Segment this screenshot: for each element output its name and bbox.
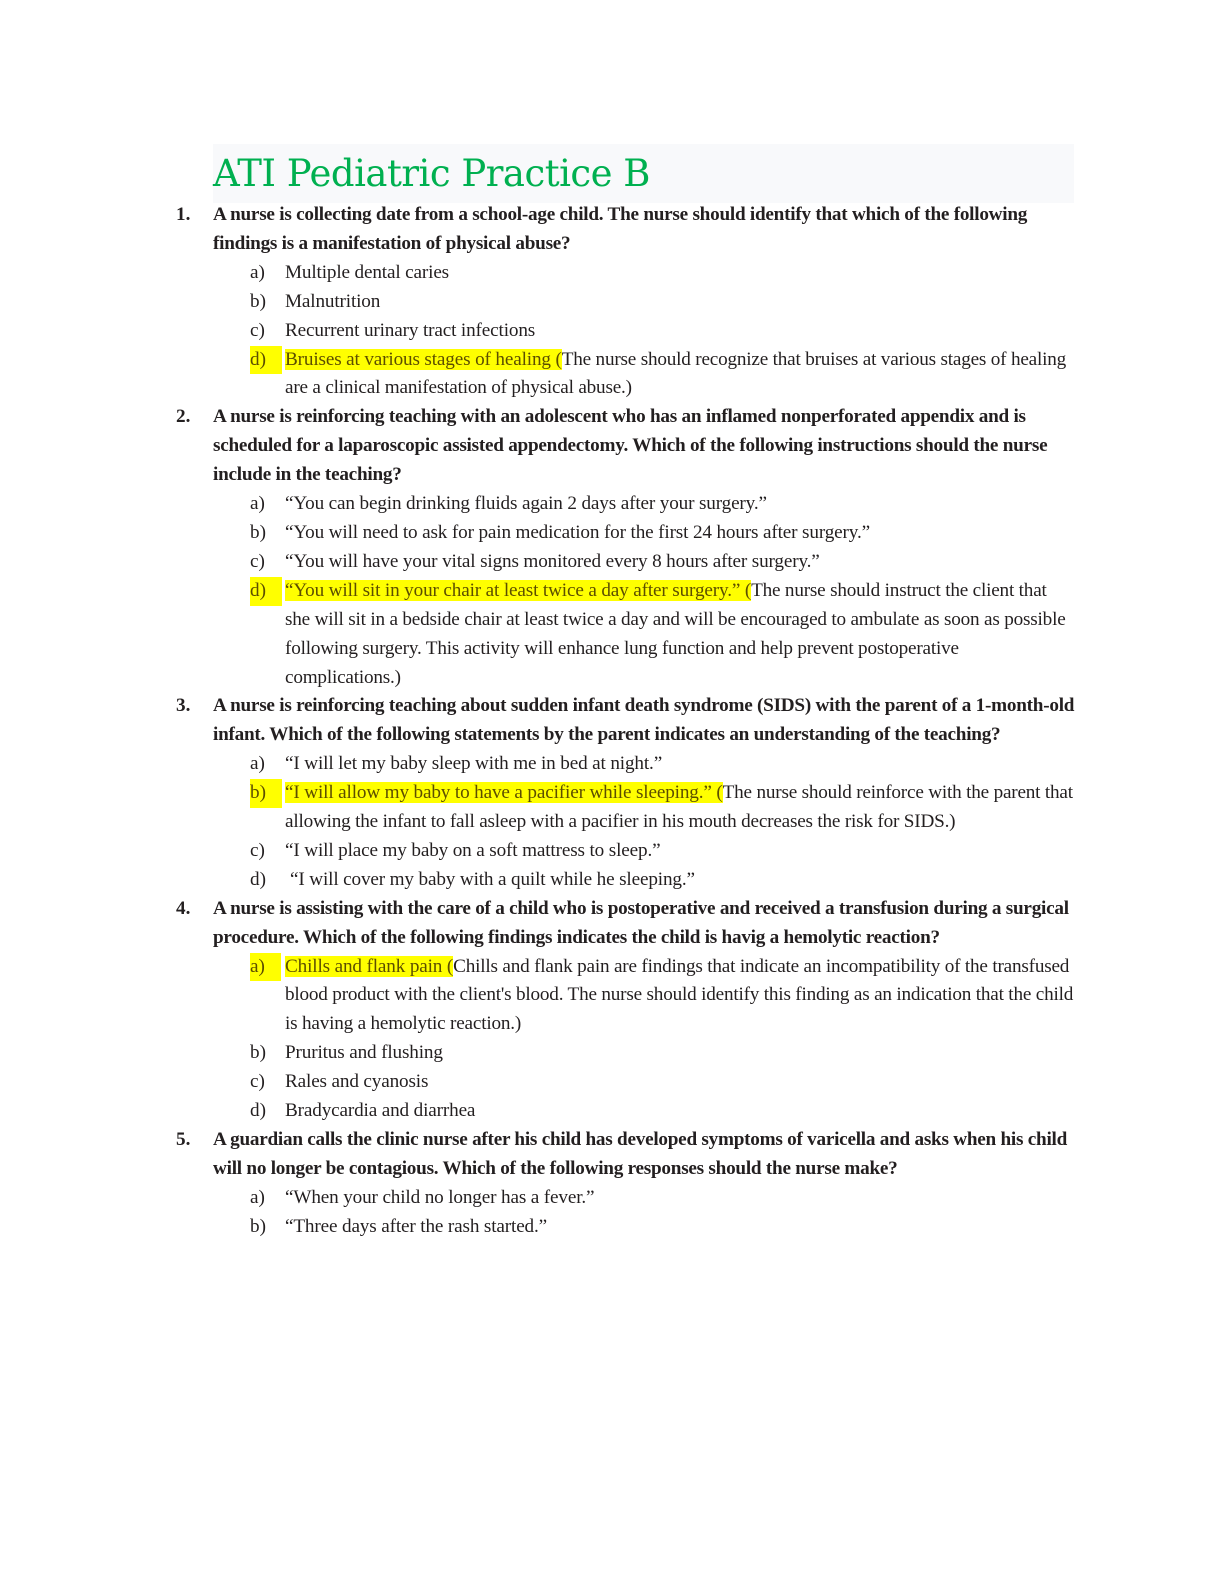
answer-option-a [213,490,1076,519]
option-letter: c) [250,839,265,861]
option-letter: b) [250,1215,266,1237]
answer-option-a [213,259,1076,288]
question-text: A nurse is reinforcing teaching about sudden infant death syndrome (SIDS) with the parent of a 1-month-old infant. Which of the following statements by the parent indicates an understanding of the teaching? [213,695,1075,746]
answer-rationale: The nurse should reinforce with the parent that allowing the infant to fall asleep with a pacifier in his mouth decreases the risk for SIDS.) [285,782,1073,833]
question-text: A guardian calls the clinic nurse after his child has developed symptoms of varicella and asks when his child will no longer be contagious. Which of the following responses should the nurse make? [213,1129,1068,1179]
answer-option-b [213,288,1076,317]
question-4 [176,895,1076,1126]
answer-options [213,490,1076,692]
option-text: “I will place my baby on a soft mattress to sleep.” [285,839,661,861]
option-text: Malnutrition [285,290,381,312]
correct-answer-highlight: Bruises at various stages of healing ( [285,348,562,370]
question-5 [176,1126,1076,1242]
answer-options [213,750,1076,895]
option-text: Bradycardia and diarrhea [285,1100,476,1122]
question-number: 2. [176,406,191,428]
answer-option-b [213,1039,1076,1068]
correct-answer-highlight: “You will sit in your chair at least twice a day after surgery.” ( [285,579,752,601]
question-3 [176,692,1076,894]
answer-option-b [213,519,1076,548]
option-letter: c) [250,319,265,341]
option-letter: a) [250,753,265,775]
answer-options [213,259,1076,404]
option-letter: c) [250,550,265,572]
option-letter-highlighted: a) [250,953,281,982]
correct-answer-highlight: “I will allow my baby to have a pacifier while sleeping.” ( [285,782,723,804]
answer-option-c [213,837,1076,866]
question-number: 3. [176,695,191,717]
answer-option-c [213,548,1076,577]
answer-option-a [213,750,1076,779]
option-letter: a) [250,1186,265,1208]
option-letter-highlighted: d) [250,577,282,606]
option-letter: d) [250,868,266,890]
option-text: “You can begin drinking fluids again 2 days after your surgery.” [285,493,767,515]
answer-option-b-correct [213,779,1076,837]
question-2 [176,403,1076,692]
question-number: 5. [176,1129,191,1150]
option-letter: b) [250,290,266,312]
answer-option-b [213,1213,1076,1242]
question-1 [176,201,1076,403]
option-letter: b) [250,1042,266,1064]
answer-options [213,1184,1076,1242]
answer-option-c [213,317,1076,346]
option-text: “Three days after the rash started.” [285,1215,548,1237]
answer-rationale: Chills and flank pain are findings that indicate an incompatibility of the transfused blood product with the client's blood. The nurse should identify this finding as an indication that the child is having a hemolytic reaction.) [285,955,1074,1035]
answer-option-d-correct [213,577,1076,693]
question-text: A nurse is reinforcing teaching with an adolescent who has an inflamed nonperforated appendix and is scheduled for a laparoscopic assisted appendectomy. Which of the following instructions should the nurse include in the teaching? [213,406,1048,486]
option-text: Multiple dental caries [285,261,450,283]
answer-option-a-correct [213,953,1076,1040]
answer-option-d [213,1097,1076,1126]
question-number: 4. [176,897,191,919]
answer-options [213,953,1076,1126]
option-letter: a) [250,261,265,283]
question-text: A nurse is collecting date from a school-age child. The nurse should identify that which of the following findings is a manifestation of physical abuse? [213,204,1028,254]
question-number: 1. [176,204,191,225]
option-text: “When your child no longer has a fever.” [285,1186,595,1208]
question-list [176,201,1076,1242]
answer-option-a [213,1184,1076,1213]
option-text: “You will have your vital signs monitored every 8 hours after surgery.” [285,550,820,572]
option-text: Recurrent urinary tract infections [285,319,536,341]
document-title: ATI Pediatric Practice B [213,152,650,195]
option-letter: a) [250,493,265,515]
option-text: “I will cover my baby with a quilt while he sleeping.” [290,868,695,890]
question-text: A nurse is assisting with the care of a child who is postoperative and received a transfusion during a surgical procedure. Which of the following findings indicates the child is havig a hemolytic reaction? [213,897,1069,948]
option-text: Pruritus and flushing [285,1042,443,1064]
option-letter-highlighted: b) [250,779,282,808]
answer-rationale: The nurse should instruct the client that she will sit in a bedside chair at least twice a day and will be encouraged to ambulate as soon as possible following surgery. This activity will enhance lung function and help prevent postoperative complications.) [285,579,1066,688]
answer-option-d-correct [213,346,1076,404]
option-text: “I will let my baby sleep with me in bed at night.” [285,753,663,775]
answer-rationale: The nurse should recognize that bruises at various stages of healing are a clinical manifestation of physical abuse.) [285,348,1067,399]
option-text: Rales and cyanosis [285,1071,429,1093]
answer-option-c [213,1068,1076,1097]
option-letter: c) [250,1071,265,1093]
option-letter-highlighted: d) [250,346,282,375]
option-letter: d) [250,1100,266,1122]
option-text: “You will need to ask for pain medication for the first 24 hours after surgery.” [285,521,870,543]
correct-answer-highlight: Chills and flank pain ( [285,955,454,977]
answer-option-d [213,866,1076,895]
option-letter: b) [250,521,266,543]
